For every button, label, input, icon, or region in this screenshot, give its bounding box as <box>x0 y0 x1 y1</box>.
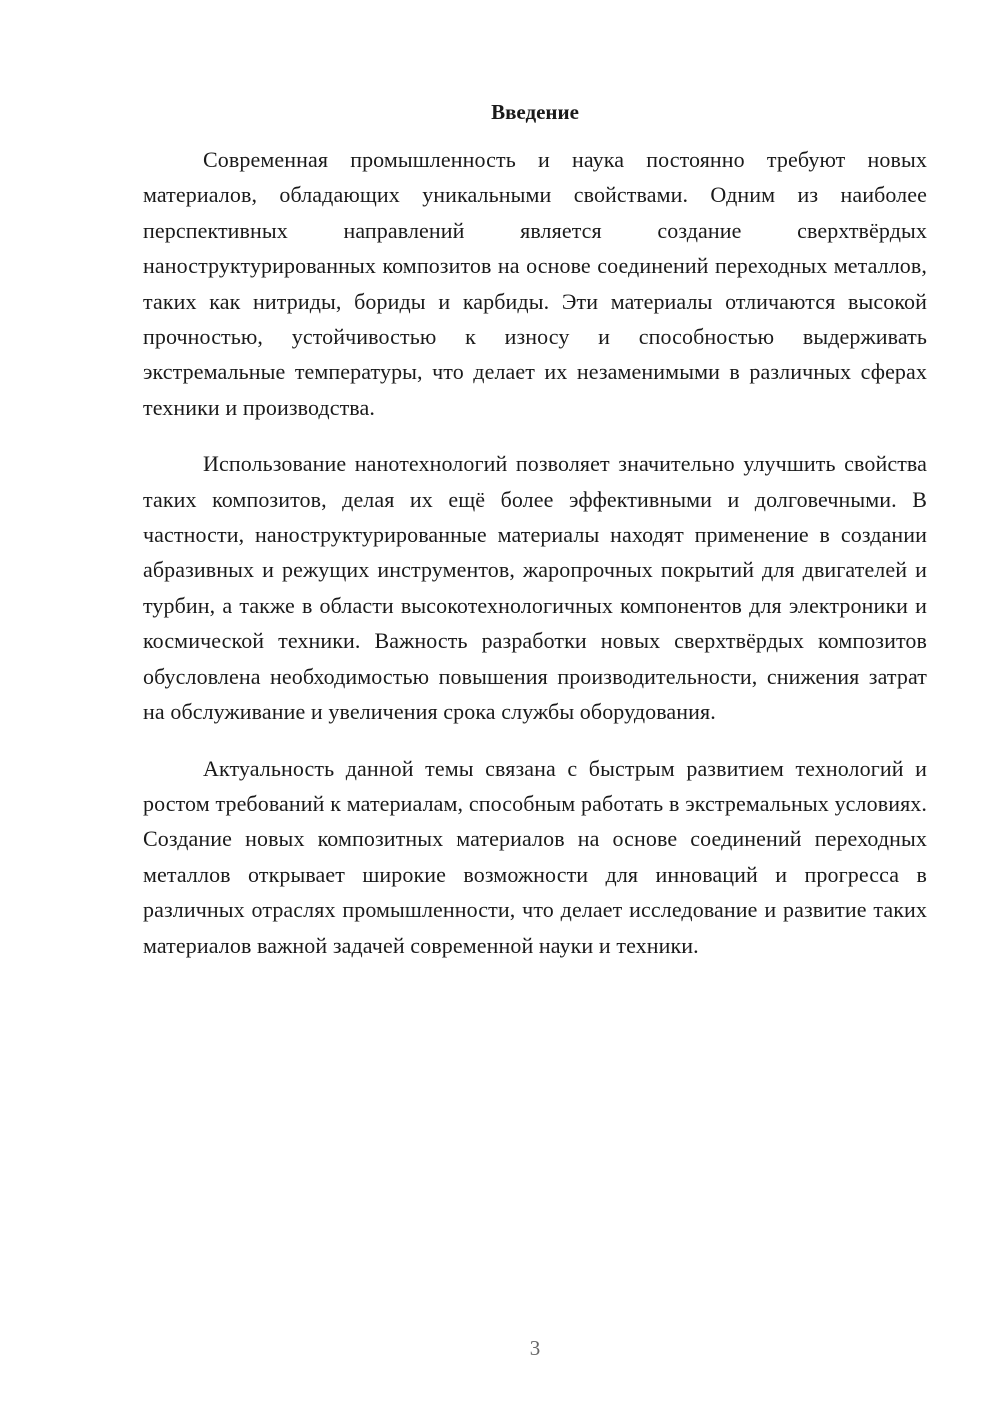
body-text <box>143 142 927 984</box>
page-number: 3 <box>529 1336 541 1360</box>
paragraph-relevance: Актуальность данной темы связана с быстрым развитием технологий и ростом требований к материалам, способным работать в экстремальных условиях. Создание новых композитных материалов на основе соединений переходных металлов открывает широкие возможности для инноваций и прогресса в различных отраслях промышленности, что делает исследование и развитие таких материалов важной задачей современной науки и техники. <box>143 755 927 958</box>
paragraph-nanotechnology: Использование нанотехнологий позволяет значительно улучшить свойства таких композитов, делая их ещё более эффективными и долговечными. В частности, наноструктурированные материалы находят применение в создании абразивных и режущих инструментов, жаропрочных покрытий для двигателей и турбин, а также в области высокотехнологичных компонентов для электроники и космической техники. Важность разработки новых сверхтвёрдых композитов обусловлена необходимостью повышения производительности, снижения затрат на обслуживание и увеличения срока службы оборудования. <box>143 451 927 725</box>
paragraph-intro: Современная промышленность и наука постоянно требуют новых материалов, обладающих уникальными свойствами. Одним из наиболее перспективных направлений является создание сверхтвёрдых наноструктурированных композитов на основе соединений переходных металлов, таких как нитриды, бориды и карбиды. Эти материалы отличаются высокой прочностью, устойчивостью к износу и способностью выдерживать экстремальные температуры, что делает их незаменимыми в различных сферах техники и производства. <box>143 147 927 420</box>
section-heading: Введение <box>491 100 579 124</box>
